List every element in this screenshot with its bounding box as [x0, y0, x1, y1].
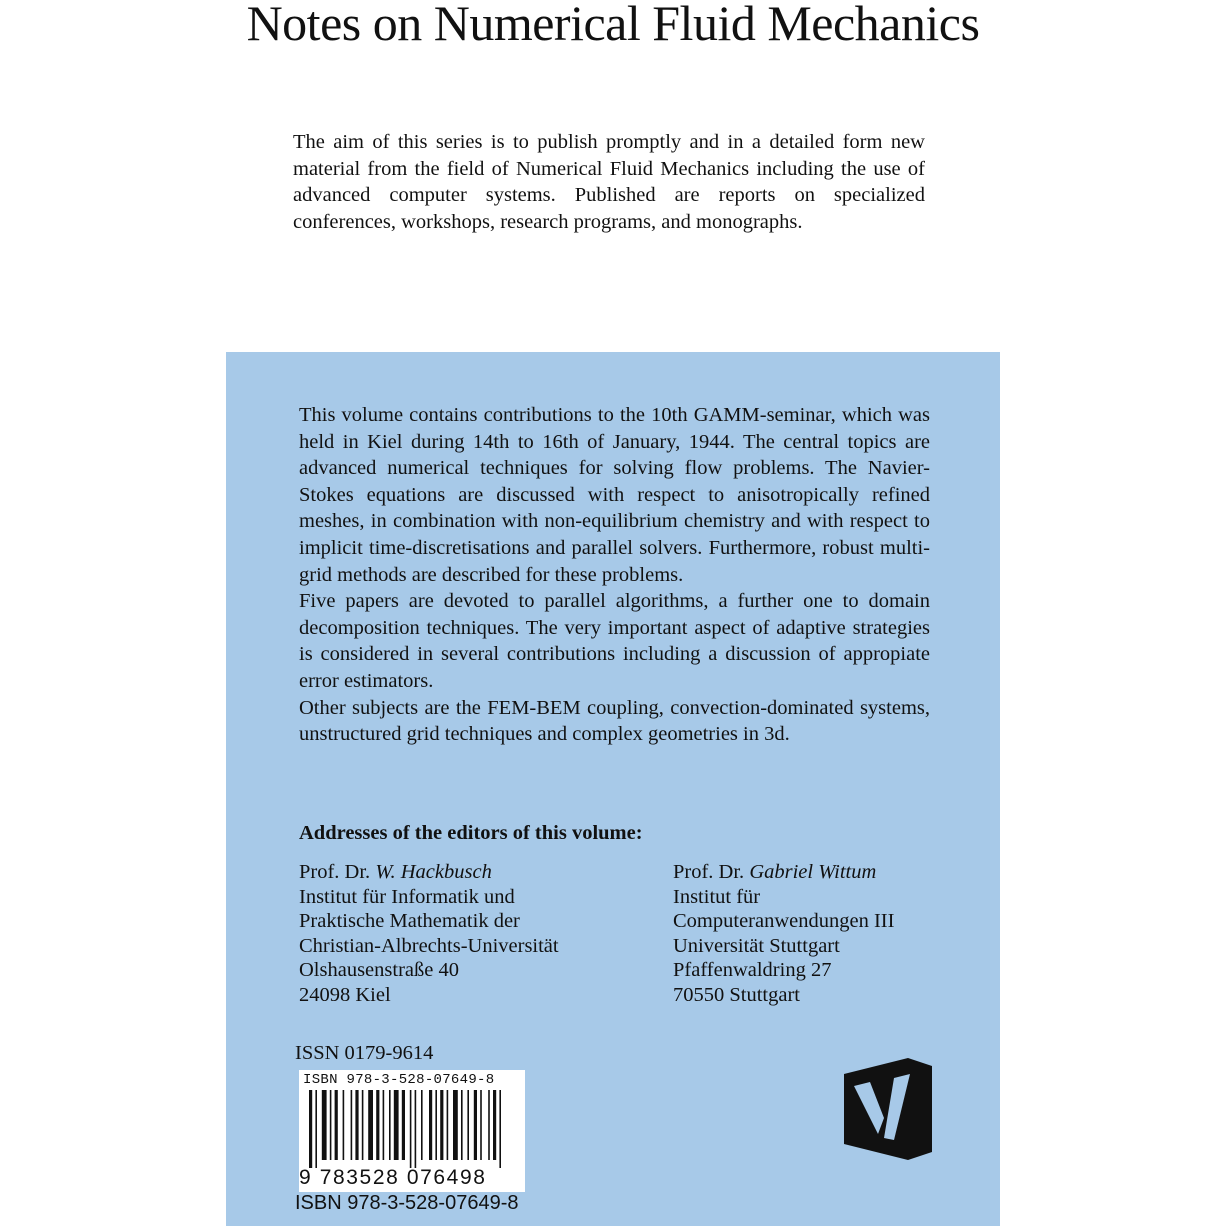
editor-title: Prof. Dr.	[673, 861, 750, 883]
address-line: Pfaffenwaldring 27	[673, 959, 832, 982]
address-line: Praktische Mathematik der	[299, 910, 520, 933]
isbn-top-text: ISBN 978-3-528-07649-8	[303, 1072, 495, 1088]
series-description: The aim of this series is to publish promptly and in a detailed form new material from the field of Numerical Fluid Mechanics including the use of advanced computer systems. Published are reports on specialized conferences, workshops, research programs, and monographs.	[293, 131, 925, 233]
editor-name: W. Hackbusch	[375, 861, 492, 883]
address-line: Universität Stuttgart	[673, 934, 840, 957]
description-paragraph: Five papers are devoted to parallel algorithms, a further one to domain decomposition techniques. The very important aspect of adaptive strategies is considered in several contributions including a discussion of appropiate error estimators.	[299, 590, 930, 692]
editor-title: Prof. Dr.	[299, 861, 376, 883]
address-line: Institut für	[673, 885, 761, 908]
barcode-label	[299, 1070, 525, 1192]
issn: ISSN 0179-9614	[295, 1042, 434, 1064]
editors-heading: Addresses of the editors of this volume:	[299, 822, 643, 844]
description-paragraph: This volume contains contributions to the 10th GAMM-seminar, which was held in Kiel during 14th to 16th of January, 1944. The central topics are advanced numerical techniques for solving flow problems. The Navier-Stokes equations are discussed with respect to anisotropically refined meshes, in combination with non-equilibrium chemistry and with respect to implicit time-discretisations and parallel solvers. Furthermore, robust multi-grid methods are described for these problems.	[299, 404, 930, 586]
address-line: Christian-Albrechts-Universität	[299, 934, 559, 957]
address-line: Olshausenstraße 40	[299, 959, 459, 982]
address-line: 24098 Kiel	[299, 983, 391, 1006]
editor-address-1	[299, 860, 559, 1008]
description-paragraph: Other subjects are the FEM-BEM coupling, convection-dominated systems, unstructured grid techniques and complex geometries in 3d.	[299, 696, 930, 746]
barcode-digits: 9 783528 076498	[299, 1166, 487, 1189]
editor-name: Gabriel Wittum	[749, 861, 877, 883]
volume-description	[299, 402, 930, 748]
isbn-bottom-text: ISBN 978-3-528-07649-8	[295, 1192, 519, 1214]
barcode-icon	[307, 1090, 517, 1168]
address-line: Computeranwendungen III	[673, 910, 895, 933]
address-line: 70550 Stuttgart	[673, 983, 800, 1006]
editor-address-2	[673, 860, 894, 1008]
address-line: Institut für Informatik und	[299, 885, 515, 908]
series-title: Notes on Numerical Fluid Mechanics	[246, 0, 980, 51]
editor-name-line	[299, 860, 559, 885]
editor-name-line	[673, 860, 894, 885]
publisher-logo-icon	[844, 1058, 932, 1160]
cover-panel	[226, 352, 1000, 1226]
